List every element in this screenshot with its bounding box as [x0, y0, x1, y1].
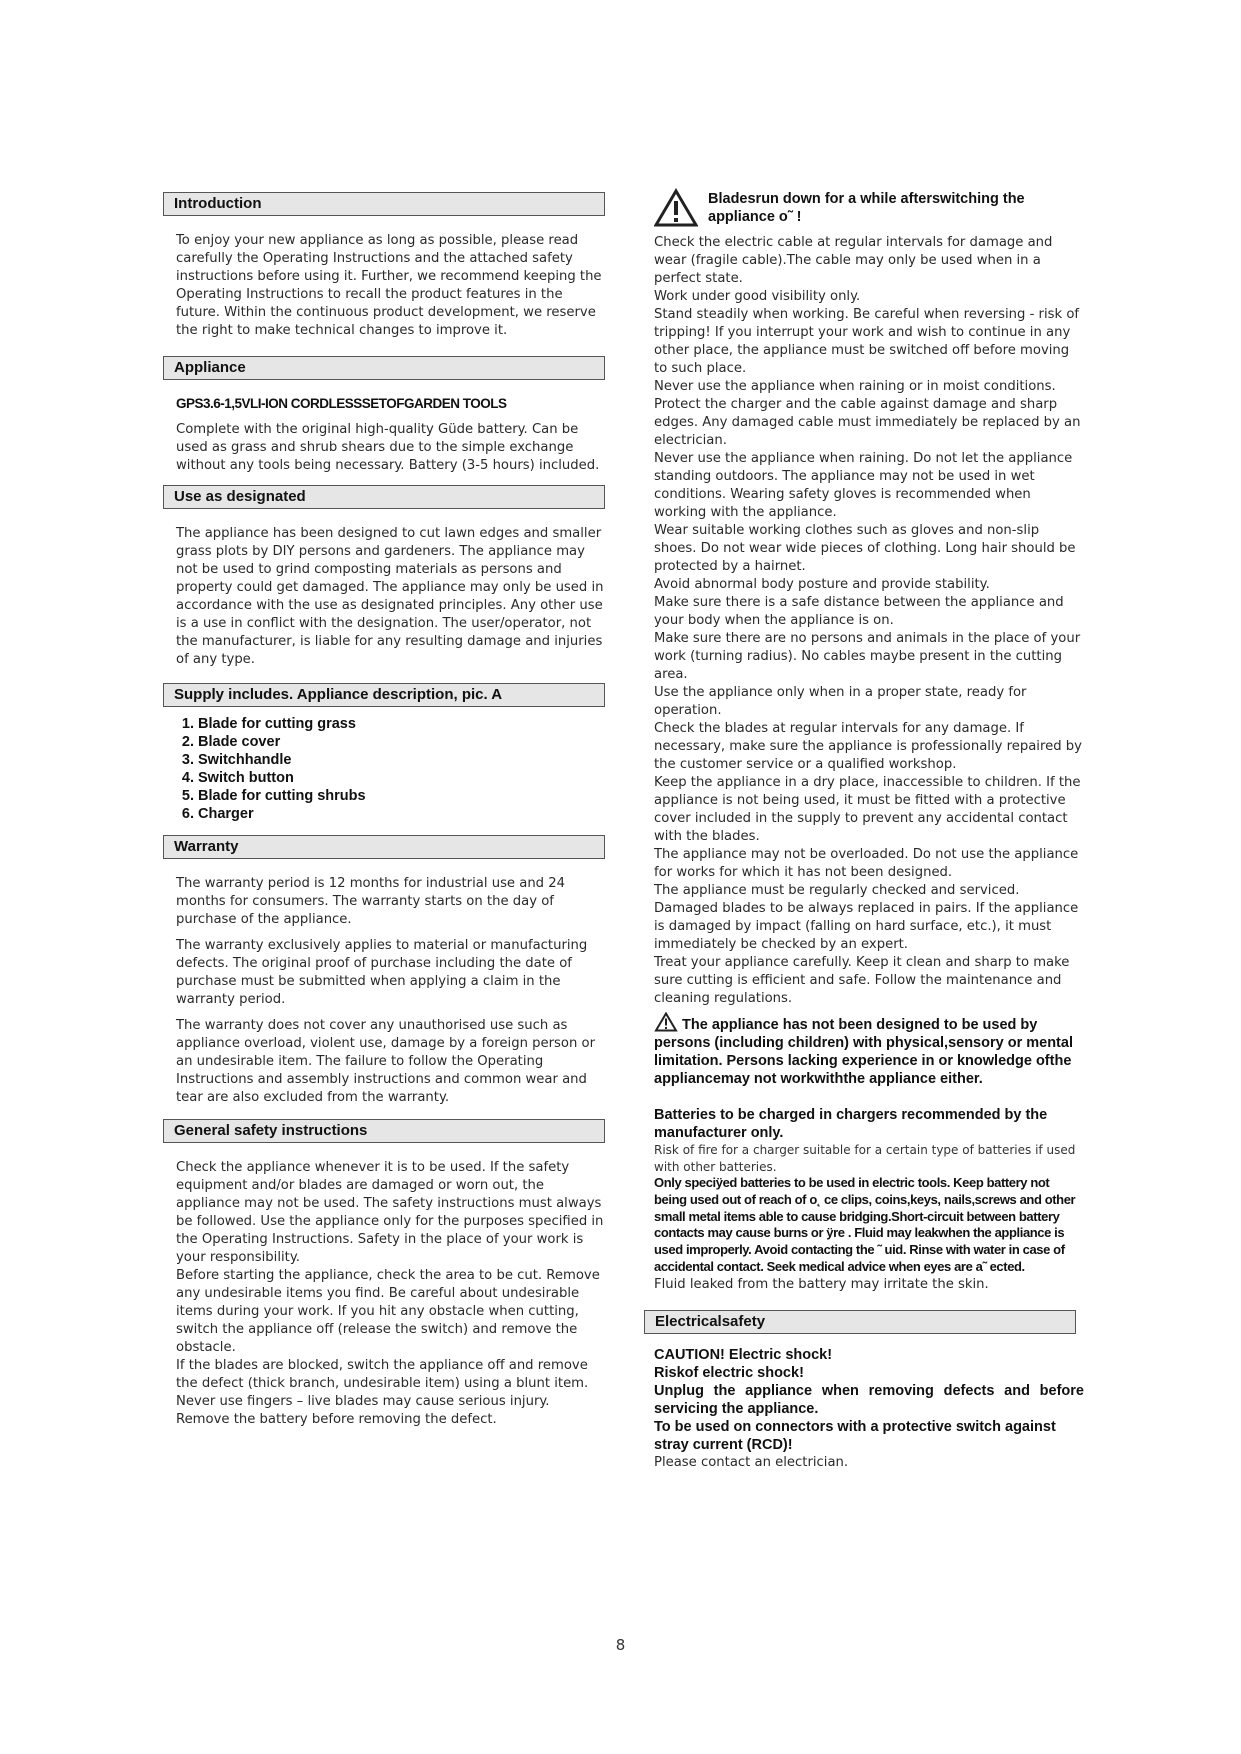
- list-item: 1. Blade for cutting grass: [198, 715, 605, 733]
- battery-rules: Only speciÿed batteries to be used in electric tools. Keep battery not being used out of reach of o˛ ce clips, coins,keys, nails,screws and other small metal items able to cause bridging.Short-circuit between battery contacts may cause burns or ÿre . Fluid may leakwhen the appliance is used improperly. Avoid contacting the ˜ uid. Rinse with water in case of accidental contact. Seek medical advice when eyes are a˜ ected.: [654, 1175, 1076, 1274]
- introduction-heading: Introduction: [163, 192, 605, 216]
- safety-rule: Never use the appliance when raining or in moist conditions.: [654, 379, 1056, 394]
- not-designed-warning: [654, 1012, 1084, 1088]
- model-name: GPS3.6-1,5VLI-ION CORDLESSSETOFGARDEN TOOLS: [176, 396, 507, 411]
- caution-text: CAUTION! Electric shock!: [654, 1346, 833, 1363]
- safety-rule: Treat your appliance carefully. Keep it clean and sharp to make sure cutting is efficient and safe. Follow the maintenance and cleaning regulations.: [654, 955, 1070, 1006]
- safety-rule: Wear suitable working clothes such as gloves and non-slip shoes. Do not wear wide pieces of clothing. Long hair should be protected by a hairnet.: [654, 523, 1076, 574]
- warranty-paragraph-2: The warranty exclusively applies to material or manufacturing defects. The original proof of purchase including the date of purchase must be submitted when applying a claim in the warranty period.: [176, 938, 588, 1007]
- shock-risk-text: Riskof electric shock!: [654, 1364, 804, 1381]
- small-warning-icon: [654, 1012, 678, 1032]
- warranty-paragraph-3: The warranty does not cover any unauthorised use such as appliance overload, violent use, damage by a foreign person or an undesirable item. The failure to follow the Operating Instructions and assembly instructions and common wear and tear are also excluded from the warranty.: [176, 1018, 596, 1105]
- general-safety-paragraph-1: Check the appliance whenever it is to be used. If the safety equipment and/or blades are damaged or worn out, the appliance may not be used. The safety instructions must always be followed. Use the appliance only for the purposes specified in the Operating Instructions. Safety in the place of your work is your responsibility.: [176, 1160, 604, 1265]
- safety-rule: Never use the appliance when raining. Do not let the appliance standing outdoors. The appliance may not be used in wet conditions. Wearing safety gloves is recommended when working with the appliance.: [654, 451, 1073, 520]
- batteries-heading: Batteries to be charged in chargers recommended by the manufacturer only.: [654, 1107, 1048, 1141]
- safety-rule: Keep the appliance in a dry place, inaccessible to children. If the appliance is not being used, it must be fitted with a protective cover included in the supply to prevent any accidental contact with the blades.: [654, 775, 1081, 844]
- warranty-text: [163, 875, 605, 1107]
- introduction-text: [163, 232, 605, 340]
- use-paragraph: The appliance has been designed to cut lawn edges and smaller grass plots by DIY persons and gardeners. The appliance may not be used to grind composting materials as persons and property could get damaged. The appliance may only be used in accordance with the use as designated principles. Any other use is a use in conflict with the designation. The user/operator, not the manufacturer, is liable for any resulting damage and injuries of any type.: [176, 526, 604, 667]
- fire-risk-text: Risk of fire for a charger suitable for a certain type of batteries if used with other batteries.: [654, 1143, 1076, 1174]
- safety-rule: The appliance may not be overloaded. Do not use the appliance for works for which it has not been designed.: [654, 847, 1079, 880]
- list-item: 4. Switch button: [198, 769, 605, 787]
- warranty-paragraph-1: The warranty period is 12 months for industrial use and 24 months for consumers. The warranty starts on the day of purchase of the appliance.: [176, 876, 566, 927]
- appliance-text: [163, 421, 605, 475]
- list-item: 6. Charger: [198, 805, 605, 823]
- list-item: 2. Blade cover: [198, 733, 605, 751]
- safety-rule: Use the appliance only when in a proper state, ready for operation.: [654, 685, 1027, 718]
- list-item: 5. Blade for cutting shrubs: [198, 787, 605, 805]
- safety-rule: The appliance must be regularly checked and serviced. Damaged blades to be always replaced in pairs. If the appliance is damaged by impact (falling on hard surface, etc.), it must immediately be checked by an expert.: [654, 883, 1079, 952]
- safety-rule: Check the blades at regular intervals for any damage. If necessary, make sure the appliance is professionally repaired by the customer service or a qualified workshop.: [654, 721, 1082, 772]
- safety-rule: Make sure there is a safe distance between the appliance and your body when the appliance is on.: [654, 595, 1064, 628]
- safety-rule: Check the electric cable at regular intervals for damage and wear (fragile cable).The cable may only be used when in a perfect state.: [654, 235, 1053, 286]
- fluid-leak-text: Fluid leaked from the battery may irritate the skin.: [654, 1276, 989, 1292]
- list-item: 3. Switchhandle: [198, 751, 605, 769]
- supply-list: [163, 715, 605, 823]
- rcd-text: To be used on connectors with a protective switch against stray current (RCD)!: [654, 1418, 1056, 1453]
- electrical-safety-heading: Electricalsafety: [644, 1310, 1076, 1334]
- page-number: 8: [615, 1636, 626, 1654]
- safety-rule: Protect the charger and the cable against damage and sharp edges. Any damaged cable must immediately be replaced by an electrician.: [654, 397, 1081, 448]
- warranty-heading: Warranty: [163, 835, 605, 859]
- appliance-paragraph: Complete with the original high-quality Güde battery. Can be used as grass and shrub shears due to the simple exchange without any tools being necessary. Battery (3-5 hours) included.: [176, 422, 600, 473]
- use-text: [163, 525, 605, 669]
- supply-heading: Supply includes. Appliance description, pic. A: [163, 683, 605, 707]
- introduction-paragraph: To enjoy your new appliance as long as possible, please read carefully the Operating Instructions and the attached safety instructions before using it. Further, we recommend keeping the Operating Instructions to recall the product features in the future. Within the continuous product development, we reserve the right to make technical changes to improve it.: [176, 233, 602, 338]
- use-heading: Use as designated: [163, 485, 605, 509]
- contact-electrician-text: Please contact an electrician.: [654, 1454, 849, 1470]
- safety-rule: Work under good visibility only.: [654, 289, 861, 304]
- warning-triangle-icon: [654, 188, 698, 228]
- blades-warning-text: Bladesrun down for a while afterswitching the appliance o˜ !: [708, 191, 1025, 225]
- unplug-text: Unplug the appliance when removing defects and before servicing the appliance.: [654, 1382, 1084, 1417]
- safety-rules: [654, 234, 1084, 1008]
- blades-warning: [654, 188, 1084, 228]
- safety-rule: Stand steadily when working. Be careful when reversing - risk of tripping! If you interrupt your work and wish to continue in any other place, the appliance must be switched off before moving to such place.: [654, 307, 1080, 376]
- not-designed-text: The appliance has not been designed to be used by persons (including children) with physical,sensory or mental limitation. Persons lacking experience in or knowledge ofthe appliancemay not workwiththe appliance either.: [654, 1017, 1073, 1087]
- right-column: [654, 188, 1084, 1472]
- general-safety-text: [163, 1159, 605, 1429]
- general-safety-heading: General safety instructions: [163, 1119, 605, 1143]
- safety-rule: Avoid abnormal body posture and provide stability.: [654, 577, 990, 592]
- appliance-heading: Appliance: [163, 356, 605, 380]
- general-safety-paragraph-3: If the blades are blocked, switch the appliance off and remove the defect (thick branch, undesirable item) using a blunt item. Never use fingers – live blades may cause serious injury. Remove the battery before removing the defect.: [176, 1358, 589, 1427]
- safety-rule: Make sure there are no persons and animals in the place of your work (turning radius). No cables maybe present in the cutting area.: [654, 631, 1081, 682]
- general-safety-paragraph-2: Before starting the appliance, check the area to be cut. Remove any undesirable items you find. Be careful about undesirable items during your work. If you hit any obstacle when cutting, switch the appliance off (release the switch) and remove the obstacle.: [176, 1268, 600, 1355]
- left-column: [163, 192, 605, 1429]
